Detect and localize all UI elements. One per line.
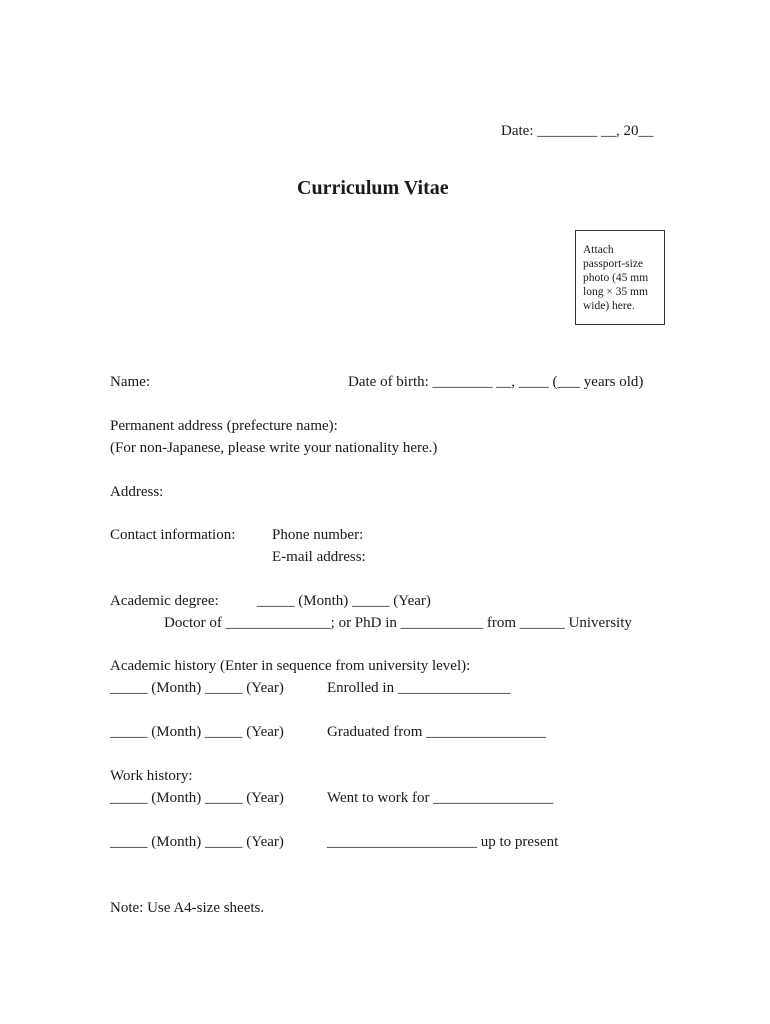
photo-box-line: passport-size bbox=[583, 258, 644, 270]
name-label: Name: bbox=[110, 374, 150, 390]
page-title: Curriculum Vitae bbox=[297, 177, 449, 199]
work-history-date: _____ (Month) _____ (Year) bbox=[110, 790, 284, 806]
photo-box-line: wide) here. bbox=[583, 300, 635, 312]
work-history-date: _____ (Month) _____ (Year) bbox=[110, 834, 284, 850]
work-history-description: ____________________ up to present bbox=[327, 834, 559, 850]
academic-degree-label: Academic degree: bbox=[110, 593, 219, 609]
photo-box-line: photo (45 mm bbox=[583, 272, 649, 284]
work-history-heading: Work history: bbox=[110, 768, 193, 784]
date-line: Date: ________ __, 20__ bbox=[501, 123, 654, 139]
address-label: Address: bbox=[110, 484, 164, 500]
photo-placeholder-box bbox=[575, 230, 665, 325]
work-history-description: Went to work for ________________ bbox=[327, 790, 554, 806]
contact-information-label: Contact information: bbox=[110, 527, 236, 543]
academic-history-heading: Academic history (Enter in sequence from university level): bbox=[110, 658, 471, 674]
degree-detail: Doctor of ______________; or PhD in ___________ from ______ University bbox=[164, 615, 632, 631]
degree-date: _____ (Month) _____ (Year) bbox=[257, 593, 431, 609]
academic-history-date: _____ (Month) _____ (Year) bbox=[110, 724, 284, 740]
nationality-note: (For non-Japanese, please write your nationality here.) bbox=[110, 440, 438, 456]
academic-history-description: Enrolled in _______________ bbox=[327, 680, 511, 696]
photo-box-line: Attach bbox=[583, 244, 614, 256]
date-of-birth-line: Date of birth: ________ __, ____ (___ years old) bbox=[348, 374, 644, 390]
email-address-label: E-mail address: bbox=[272, 549, 366, 565]
a4-note: Note: Use A4-size sheets. bbox=[110, 900, 265, 916]
photo-box-line: long × 35 mm bbox=[583, 286, 648, 298]
permanent-address-label: Permanent address (prefecture name): bbox=[110, 418, 338, 434]
phone-number-label: Phone number: bbox=[272, 527, 364, 543]
academic-history-description: Graduated from ________________ bbox=[327, 724, 547, 740]
academic-history-date: _____ (Month) _____ (Year) bbox=[110, 680, 284, 696]
